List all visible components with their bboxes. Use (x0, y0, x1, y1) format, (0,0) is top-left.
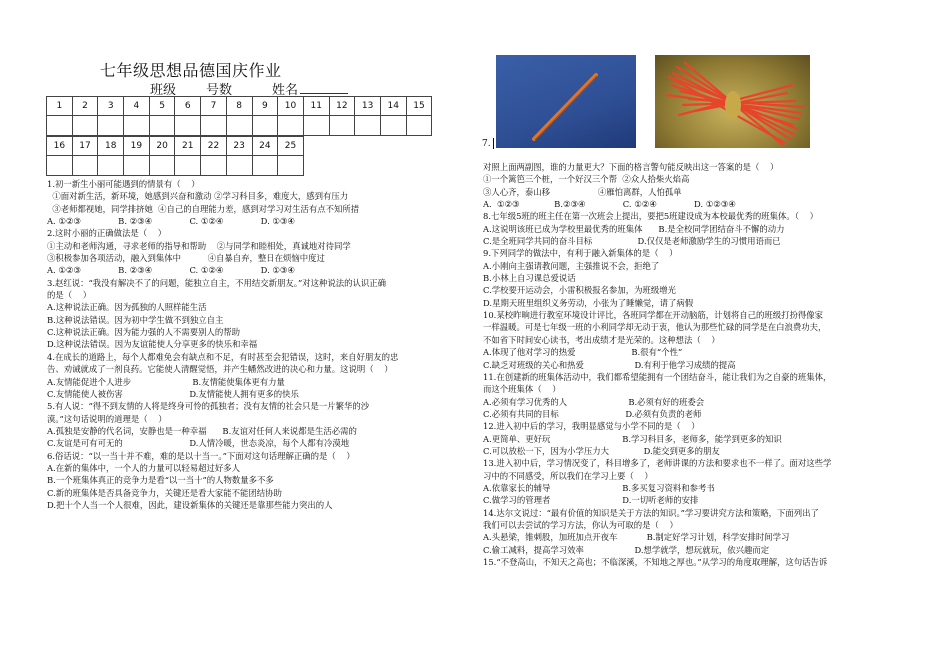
grid-number-cell: 23 (226, 137, 252, 156)
question-line: 6.俗话说：“以一当十并不难，难的是以十当一。”下面对这句话理解正确的是（ ） (47, 450, 355, 461)
grid-number-cell: 22 (201, 137, 227, 156)
grid-number-cell: 21 (175, 137, 201, 156)
question-line: ③人心齐，泰山移 ④雁怕离群，人怕孤单 (483, 186, 682, 197)
name-label: 姓名 (272, 83, 299, 98)
question-line: ③老师都视她，同学排挤她 ④自己的自理能力差，感到对学习对生活有点不知所措 (47, 203, 360, 214)
grid-answer-cell[interactable] (47, 116, 73, 136)
question-line: A.小刚向主强请教问题，主强推说不会，拒绝了 (483, 260, 660, 271)
grid-answer-cell[interactable] (226, 156, 252, 176)
question-line: 我们可以去尝试的学习方法，你认为可取的是（ ） (483, 519, 678, 530)
grid-answer-cell[interactable] (252, 156, 278, 176)
grid-answer-cell[interactable] (175, 116, 201, 136)
question-line: ③积极参加各项活动，融入到集体中 ④自暴自弃，整日在烦恼中度过 (47, 253, 325, 264)
question-line: A.体现了他对学习的热爱 B.很有“个性” (483, 347, 683, 358)
question-line: D.星期天班里组织义务劳动，小张为了睡懒觉，请了病假 (483, 297, 694, 308)
grid-number-cell: 17 (72, 137, 98, 156)
question-line: ①一个篱笆三个桩，一个好汉三个帮 ②众人拾柴火焰高 (483, 174, 690, 185)
question-line: 对照上面两副图，谁的力量更大？下面的格言警句能反映出这一答案的是（ ） (483, 162, 779, 172)
question-line: 不如省下时间安心读书，考出成绩才是光荣的。这种想法（ ） (483, 334, 720, 345)
grid-answer-cell[interactable] (124, 156, 150, 176)
class-label: 班级 (150, 83, 177, 98)
question-7-label (482, 138, 494, 150)
question-line: C.偷工减料，提高学习效率 D.想学就学，想玩就玩，依兴趣而定 (483, 544, 770, 555)
question-line: C.学校要开运动会，小雷积极报名参加，为班级增光 (483, 285, 677, 296)
question-line: 2.这时小丽的正确做法是（ ） (47, 228, 167, 239)
grid-answer-cell[interactable] (329, 116, 355, 136)
question-line: C.这种说法正确。因为能力强的人不需要别人的帮助 (47, 327, 241, 338)
grid-answer-cell[interactable] (252, 116, 278, 136)
text-cursor (493, 138, 495, 149)
grid-answer-cell[interactable] (226, 116, 252, 136)
question-line: C.做学习的管理者 D.一切听老师的安排 (483, 495, 699, 506)
grid-number-cell: 24 (252, 137, 278, 156)
question-line: 8.七年级5班的班主任在第一次班会上提出，要把5班建设成为本校最优秀的班集体。（ ） (483, 211, 818, 222)
question-line: A.这说明该班已成为学校里最优秀的班集体 B.是全校同学团结奋斗不懈的动力 (483, 223, 785, 234)
grid-number-cell: 5 (149, 97, 175, 116)
grid-number-cell: 16 (47, 137, 73, 156)
grid-answer-cell[interactable] (98, 156, 124, 176)
question-line: C.缺乏对班级的关心和热爱 D.有利于他学习成绩的提高 (483, 359, 736, 370)
grid-answer-cell[interactable] (175, 156, 201, 176)
answer-grid-row2 (46, 136, 304, 176)
grid-answer-cell[interactable] (124, 116, 150, 136)
page-title: 七年级思想品德国庆作业 (100, 61, 282, 80)
grid-answer-cell[interactable] (278, 116, 304, 136)
question-line: 的是（ ） (47, 290, 92, 301)
question-line: A. ①②③ B. ②③④ C. ①②④ D. ①③④ (47, 265, 295, 276)
question-line: 1.初一新生小丽可能遇到的情景有（ ） (47, 179, 200, 189)
question-line: 一样温暖。可是七年级一班的小利同学却无动于衷，他认为那些忙碌的同学是在白浪费功夫， (483, 322, 827, 333)
grid-number-cell: 6 (175, 97, 201, 116)
question-line: ①主动和老师沟通，寻求老师的指导和帮助 ②与同学和睦相处，真诚地对待同学 (47, 240, 351, 251)
grid-answer-cell[interactable] (355, 116, 381, 136)
question-line: D.这种说法错误。因为友谊能使人分享更多的快乐和幸福 (47, 339, 258, 350)
question-line: B.一个班集体真正的竞争力是看“以一当十”的人物数量多不多 (47, 475, 274, 486)
grid-answer-cell[interactable] (149, 116, 175, 136)
left-questions (47, 178, 398, 511)
grid-number-cell: 11 (303, 97, 329, 116)
grid-number-cell: 25 (278, 137, 304, 156)
grid-answer-cell[interactable] (98, 116, 124, 136)
question-line: 5.有人说：“得不到友情的人将是终身可怜的孤独者；没有友情的社会只是一片繁华的沙 (47, 401, 370, 412)
question-line: A.友情能促进个人进步 B.友情能使集体更有力量 (47, 376, 285, 387)
question-line: C.可以放松一下，因为小学压力大 D.能交到更多的朋友 (483, 445, 720, 456)
question-line: 而这个班集体（ ） (483, 384, 561, 395)
grid-answer-cell[interactable] (406, 116, 432, 136)
single-chopstick-photo (496, 55, 636, 148)
grid-number-cell: 10 (278, 97, 304, 116)
grid-number-cell: 20 (149, 137, 175, 156)
question-line: C.友情能使人被伤害 D.友情能使人拥有更多的快乐 (47, 388, 299, 399)
question-line: C.是全班同学共同的奋斗目标 D.仅仅是老师激励学生的习惯用语而已 (483, 236, 781, 247)
question-line: 3.赵红说：“我没有解决不了的问题，能独立自主，不用结交新朋友。”对这种说法的认识正确 (47, 277, 386, 288)
question-line: D.把十个人当一个人很难，因此，建设新集体的关键还是靠那些能力突出的人 (47, 499, 333, 510)
grid-answer-cell[interactable] (47, 156, 73, 176)
question-line: B.这种说法错误。因为初中学生做不到独立自主 (47, 314, 224, 325)
grid-number-cell: 2 (72, 97, 98, 116)
question-line: 告、劝诫就成了一剂良药。它能使人清醒觉悟，并产生幡然改进的决心和力量。这说明（ ） (47, 364, 393, 375)
question-line: 14.达尔文说过：“最有价值的知识是关于方法的知识。”学习要讲究方法和策略，下面列出了 (483, 507, 819, 518)
grid-number-cell: 13 (355, 97, 381, 116)
right-questions (483, 161, 831, 568)
grid-answer-cell[interactable] (72, 156, 98, 176)
seat-label: 号数 (206, 83, 233, 98)
answer-grid-row1 (46, 96, 432, 136)
grid-answer-cell[interactable] (380, 116, 406, 136)
grid-number-cell: 15 (406, 97, 432, 116)
chopstick-bundle-photo (655, 55, 810, 148)
question-line: 漠。”这句话说明的道理是（ ） (47, 413, 167, 424)
question-line: A. ①②③ B. ②③④ C. ①②④ D. ①③④ (47, 216, 295, 227)
question-line: 9.下列同学的做法中，有利于融入新集体的是（ ） (483, 248, 678, 259)
grid-number-cell: 18 (98, 137, 124, 156)
question-line: C.必须有共同的目标 D.必须有负责的老师 (483, 408, 702, 419)
question-line: A.孤独是安静的代名词，安静也是一种幸福 B.友谊对任何人来说都是生活必需的 (47, 425, 357, 436)
question-line: A.在新的集体中，一个人的力量可以轻易超过好多人 (47, 462, 240, 473)
question-line: A. ①②③ B.②③④ C. ①②④ D. ①②③④ (483, 199, 736, 210)
grid-answer-cell[interactable] (149, 156, 175, 176)
question-line: C.新的班集体是否具备竞争力，关键还是看大家能不能团结协助 (47, 487, 282, 498)
question-line: 10.某校昨晌进行教室环境设计评比，各班同学都在开动脑筋，计划将自己的班级打扮得像家 (483, 310, 823, 321)
grid-number-cell: 8 (226, 97, 252, 116)
question-line: 13.进入初中后，学习情况变了，科目增多了，老师讲课的方法和要求也不一样了。面对这些学 (483, 458, 832, 469)
question-line: 4.在成长的道路上，每个人都难免会有缺点和不足，有时甚至会犯错误，这时，来自好朋友的忠 (47, 351, 399, 362)
question-7-number: 7. (482, 139, 491, 149)
question-line: 习中的不同感受，所以我们在学习上要（ ） (483, 470, 653, 481)
grid-number-cell: 9 (252, 97, 278, 116)
grid-answer-cell[interactable] (278, 156, 304, 176)
question-line: 11.在创建新的班集体活动中，我们都希望能拥有一个团结奋斗，能让我们为之自豪的班集体， (483, 371, 832, 382)
question-line: ①面对新生活，新环境，她感到兴奋和激动 ②学习科目多，难度大，感到有压力 (47, 191, 349, 202)
grid-number-cell: 7 (201, 97, 227, 116)
grid-number-cell: 4 (124, 97, 150, 116)
question-line: A.必须有学习优秀的人 B.必须有好的班委会 (483, 396, 705, 407)
question-line: C.友谊是可有可无的 D.人情冷暖，世态炎凉，每个人都有冷漠地 (47, 438, 350, 449)
grid-number-cell: 14 (380, 97, 406, 116)
question-line: A.这种说法正确。因为孤独的人照样能生活 (47, 302, 207, 313)
question-line: 15.“不登高山，不知天之高也；不临深溪，不知地之厚也。”从学习的角度取理解，这句话告诉 (483, 557, 828, 567)
grid-answer-cell[interactable] (201, 156, 227, 176)
grid-answer-cell[interactable] (72, 116, 98, 136)
grid-number-cell: 1 (47, 97, 73, 116)
grid-number-cell: 3 (98, 97, 124, 116)
grid-answer-cell[interactable] (303, 116, 329, 136)
grid-number-cell: 19 (124, 137, 150, 156)
question-line: 12.进入初中后的学习，我明显感觉与小学不同的是（ ） (483, 421, 700, 432)
question-line: A.依靠家长的辅导 B.多买复习资料和参考书 (483, 482, 715, 493)
question-line: A.更简单、更好玩 B.学习科目多，老师多，能学到更多的知识 (483, 433, 782, 444)
question-line: B.小林上自习课总爱说话 (483, 273, 576, 284)
grid-answer-cell[interactable] (201, 116, 227, 136)
question-line: A.头悬梁，锥刺股，加班加点开夜车 B.制定好学习计划，科学安排时间学习 (483, 532, 790, 543)
grid-number-cell: 12 (329, 97, 355, 116)
name-underline (300, 93, 348, 94)
